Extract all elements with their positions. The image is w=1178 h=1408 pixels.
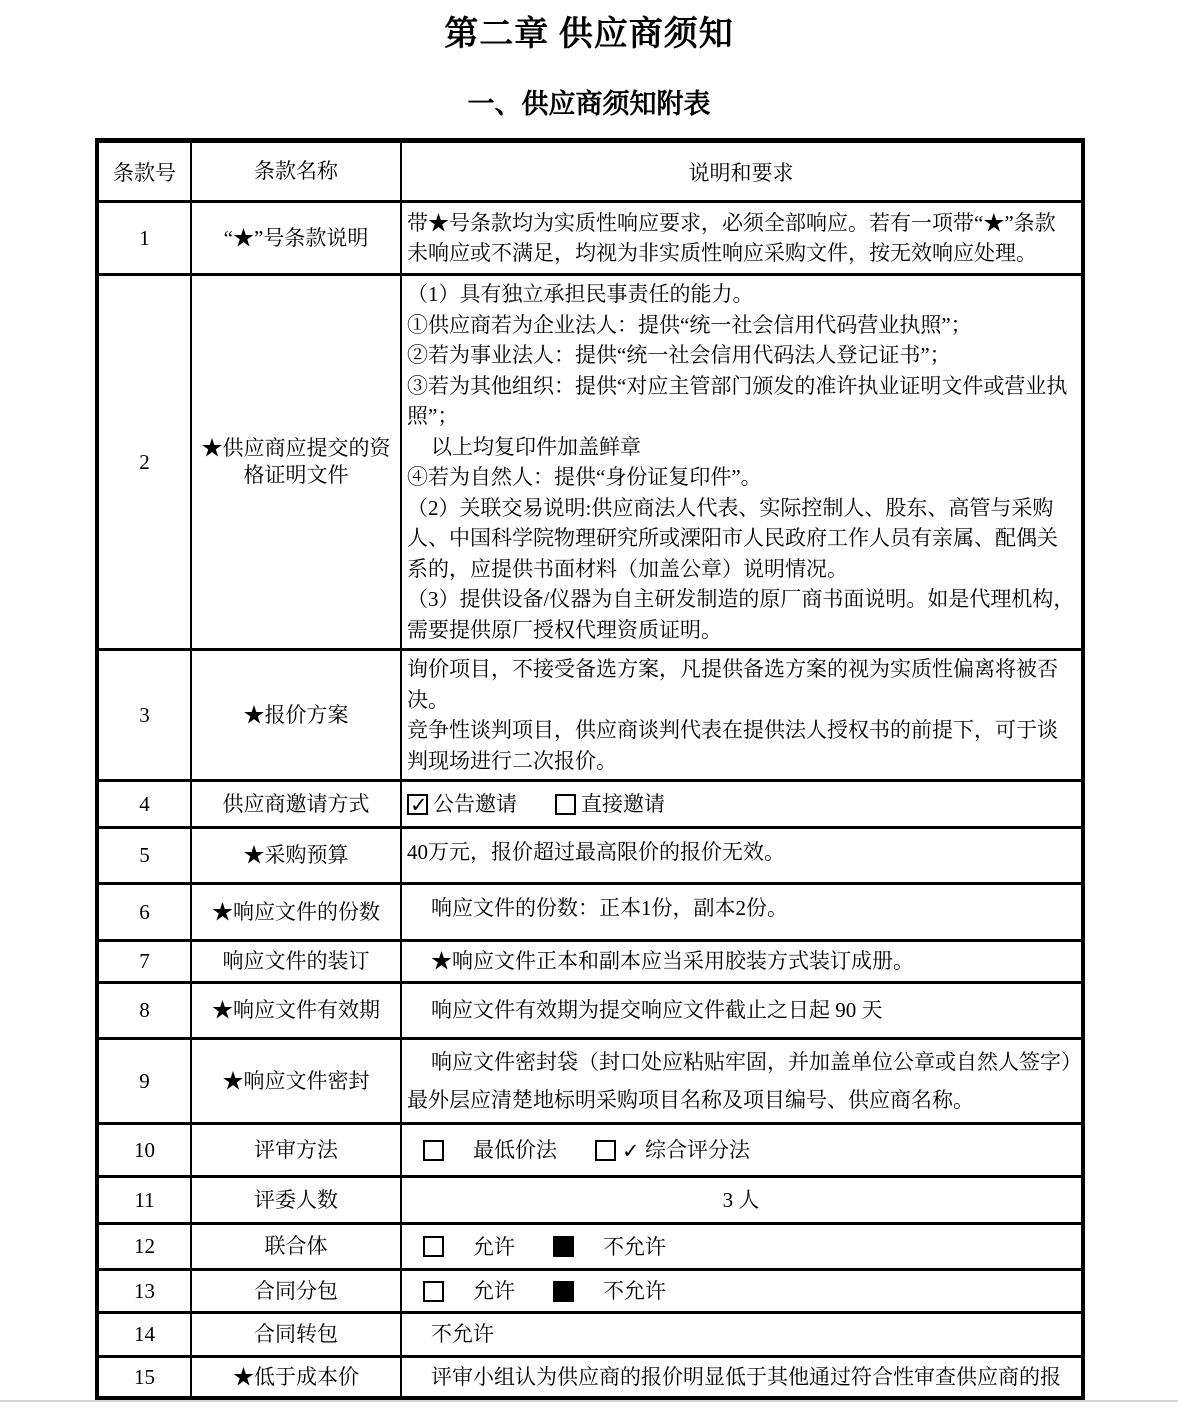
unchecked-checkbox-icon: [423, 1236, 444, 1257]
clause-number: 10: [99, 1125, 192, 1175]
content-line: 以上均复印件加盖鲜章: [431, 434, 641, 459]
clause-name: ★响应文件有效期: [192, 984, 402, 1037]
clause-number: 6: [99, 885, 192, 939]
table-row: [99, 885, 1081, 942]
clause-content: [402, 1271, 1081, 1311]
header-clause-name: 条款名称: [192, 143, 402, 200]
table-row: [99, 829, 1081, 885]
content-line: 3 人: [722, 1187, 760, 1212]
content-line: [407, 1276, 1075, 1306]
clause-number: 3: [99, 651, 192, 779]
clause-content: [402, 1358, 1081, 1396]
content-line: [407, 1232, 1075, 1262]
clause-number: 7: [99, 942, 192, 981]
checked-checkbox-icon: [407, 794, 428, 815]
clause-name: 合同分包: [192, 1271, 402, 1311]
clause-number: 5: [99, 829, 192, 882]
table-row: [99, 203, 1081, 276]
clause-content: [402, 829, 1081, 882]
content-line: 评审小组认为供应商的报价明显低于其他通过符合性审查供应商的报: [431, 1364, 1061, 1389]
unchecked-checkbox-icon: [423, 1281, 444, 1302]
section-title: 一、供应商须知附表: [467, 89, 711, 119]
clause-name: ★供应商应提交的资格证明文件: [192, 276, 402, 648]
clause-number: 4: [99, 782, 192, 826]
clause-name: 响应文件的装订: [192, 942, 402, 981]
clause-content: [402, 651, 1081, 779]
table-row: [99, 1178, 1081, 1225]
page-bottom-divider: [0, 1400, 1178, 1402]
content-line: [407, 1135, 1075, 1165]
content-line: （1）具有独立承担民事责任的能力。: [407, 282, 754, 306]
table-row: [99, 782, 1081, 829]
content-line: [407, 789, 1075, 819]
clause-number: 2: [99, 276, 192, 648]
content-line: ②若为事业法人：提供“统一社会信用代码法人登记证书”；: [407, 343, 951, 367]
table-row: [99, 1125, 1081, 1178]
content-line: （3）提供设备/仪器为自主研发制造的原厂商书面说明。如是代理机构，需要提供原厂授权代理资质证明。: [407, 587, 1075, 642]
clause-name: “★”号条款说明: [192, 203, 402, 273]
option-label: 不允许: [603, 1234, 666, 1259]
clause-content: [402, 1225, 1081, 1268]
clause-number: 13: [99, 1271, 192, 1311]
clause-name: 评委人数: [192, 1178, 402, 1222]
clause-content: [402, 1040, 1081, 1122]
clause-name: ★报价方案: [192, 651, 402, 779]
clause-content: [402, 276, 1081, 648]
clause-name: ★低于成本价: [192, 1358, 402, 1396]
header-description: 说明和要求: [688, 160, 794, 185]
checked-checkbox-icon: [595, 1140, 616, 1161]
clause-content: [402, 1178, 1081, 1222]
supplier-notice-table: [95, 138, 1085, 1400]
option-label: 不允许: [603, 1279, 666, 1303]
checked-checkbox-icon: [553, 1281, 574, 1302]
content-line: 询价项目，不接受备选方案，凡提供备选方案的视为实质性偏离将被否决。: [407, 657, 1058, 712]
table-header-row: [99, 143, 1081, 203]
table-row: [99, 1271, 1081, 1314]
option: [423, 1232, 515, 1262]
option-label: 直接邀请: [581, 792, 665, 816]
content-line: 响应文件的份数：正本1份，副本2份。: [431, 896, 788, 920]
unchecked-checkbox-icon: [555, 794, 576, 815]
table-row: [99, 984, 1081, 1040]
content-line: ③若为其他组织：提供“对应主管部门颁发的准许执业证明文件或营业执照”；: [407, 373, 1068, 428]
clause-name: ★响应文件密封: [192, 1040, 402, 1122]
clause-content: [402, 885, 1081, 939]
table-body: [99, 203, 1081, 1396]
clause-number: 9: [99, 1040, 192, 1122]
clause-number: 15: [99, 1358, 192, 1396]
clause-content: [402, 984, 1081, 1037]
option: [555, 789, 665, 819]
content-line: 响应文件有效期为提交响应文件截止之日起 90 天: [431, 998, 883, 1023]
content-line: ①供应商若为企业法人：提供“统一社会信用代码营业执照”；: [407, 312, 972, 337]
option: [553, 1276, 666, 1306]
clause-content: [402, 942, 1081, 981]
clause-number: 1: [99, 203, 192, 273]
header-clause-number: 条款号: [99, 143, 192, 200]
content-line: 40万元，报价超过最高限价的报价无效。: [407, 840, 785, 864]
clause-name: ★响应文件的份数: [192, 885, 402, 939]
clause-name: 联合体: [192, 1225, 402, 1268]
table-row: [99, 276, 1081, 651]
option-label: 允许: [473, 1234, 515, 1259]
clause-content: [402, 782, 1081, 826]
option: [423, 1135, 557, 1165]
clause-name: ★采购预算: [192, 829, 402, 882]
checked-checkbox-icon: [553, 1236, 574, 1257]
unchecked-checkbox-icon: [423, 1140, 444, 1161]
content-line: ④若为自然人：提供“身份证复印件”。: [407, 465, 762, 489]
option-label: 最低价法: [473, 1138, 557, 1162]
table-row: [99, 1358, 1081, 1396]
option-label: 综合评分法: [645, 1138, 750, 1162]
clause-number: 12: [99, 1225, 192, 1268]
clause-name: 评审方法: [192, 1125, 402, 1175]
option: [407, 789, 517, 819]
clause-content: [402, 1314, 1081, 1355]
option: [595, 1135, 750, 1165]
content-line: 不允许: [431, 1322, 494, 1347]
clause-name: 供应商邀请方式: [192, 782, 402, 826]
content-line: 响应文件密封袋（封口处应粘贴牢固，并加盖单位公章或自然人签字）最外层应清楚地标明采购项目名称及项目编号、供应商名称。: [407, 1050, 1072, 1112]
option-label: 允许: [473, 1279, 515, 1303]
content-line: 带★号条款均为实质性响应要求，必须全部响应。若有一项带“★”条款未响应或不满足，均视为非实质性响应采购文件，按无效响应处理。: [407, 210, 1056, 265]
table-row: [99, 942, 1081, 984]
clause-number: 8: [99, 984, 192, 1037]
chapter-title: 第二章 供应商须知: [444, 16, 734, 53]
clause-number: 14: [99, 1314, 192, 1355]
option: [553, 1232, 666, 1262]
table-row: [99, 651, 1081, 782]
clause-number: 11: [99, 1178, 192, 1222]
table-row: [99, 1040, 1081, 1125]
clause-name: 合同转包: [192, 1314, 402, 1355]
option-label: 公告邀请: [433, 792, 517, 816]
clause-content: [402, 1125, 1081, 1175]
content-line: ★响应文件正本和副本应当采用胶装方式装订成册。: [431, 949, 914, 974]
option: [423, 1276, 515, 1306]
content-line: （2）关联交易说明:供应商法人代表、实际控制人、股东、高管与采购人、中国科学院物理研究所或溧阳市人民政府工作人员有亲属、配偶关系的，应提供书面材料（加盖公章）说明情况。: [407, 495, 1058, 581]
table-row: [99, 1314, 1081, 1358]
table-row: [99, 1225, 1081, 1271]
content-line: 竞争性谈判项目，供应商谈判代表在提供法人授权书的前提下，可于谈判现场进行二次报价。: [407, 718, 1058, 773]
clause-content: [402, 203, 1081, 273]
